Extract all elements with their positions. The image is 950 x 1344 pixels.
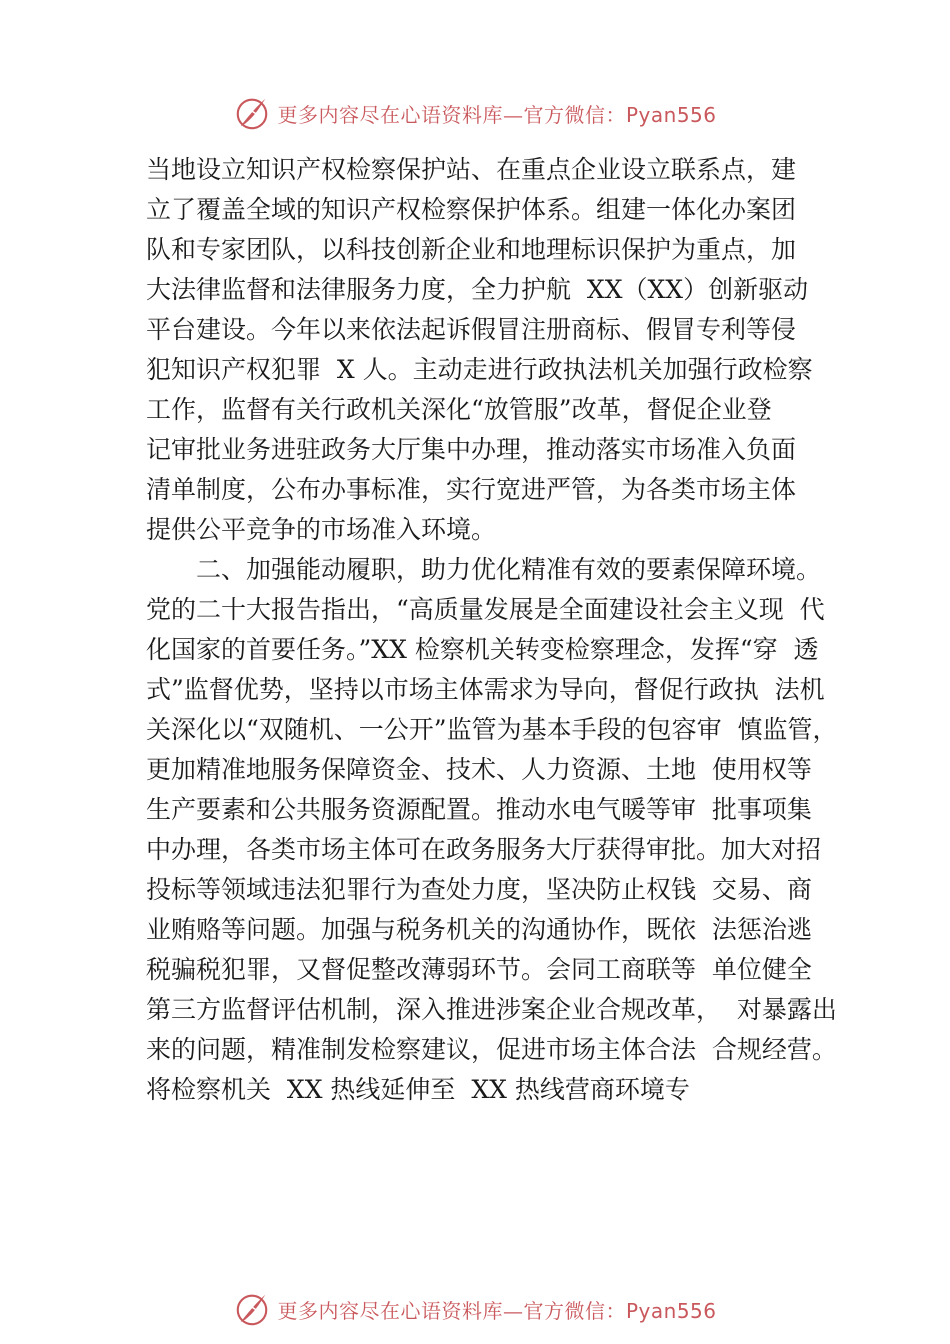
text-line: 第三方监督评估机制，深入推进涉案企业合规改革， 对暴露出 bbox=[146, 995, 837, 1024]
text-line: 记审批业务进驻政务大厅集中办理，推动落实市场准入负面 bbox=[146, 435, 797, 464]
text-line: 立了覆盖全域的知识产权检察保护体系。组建一体化办案团 bbox=[146, 195, 797, 224]
text-line: 税骗税犯罪，又督促整改薄弱环节。会同工商联等 单位健全 bbox=[146, 955, 812, 984]
text-line: 业贿赂等问题。加强与税务机关的沟通协作，既依 法惩治逃 bbox=[146, 915, 812, 944]
text-line: 党的二十大报告指出，“高质量发展是全面建设社会主义现 代 bbox=[146, 595, 825, 624]
text-line: 队和专家团队，以科技创新企业和地理标识保护为重点，加 bbox=[146, 235, 797, 264]
text-line: 清单制度，公布办事标准，实行宽进严管，为各类市场主体 bbox=[146, 475, 797, 504]
text-line: 平台建设。今年以来依法起诉假冒注册商标、假冒专利等侵 bbox=[146, 315, 797, 344]
text-line: 将检察机关 XX 热线延伸至 XX 热线营商环境专 bbox=[146, 1075, 690, 1104]
text-line: 中办理，各类市场主体可在政务服务大厅获得审批。加大对招 bbox=[146, 835, 822, 864]
text-line: 大法律监督和法律服务力度，全力护航 XX（XX）创新驱动 bbox=[146, 275, 809, 304]
footer-watermark bbox=[0, 1290, 950, 1328]
header-watermark bbox=[0, 94, 950, 132]
text-line: 当地设立知识产权检察保护站、在重点企业设立联系点，建 bbox=[146, 155, 797, 184]
watermark-text: 更多内容尽在心语资料库—官方微信：Pyan556 bbox=[277, 102, 717, 127]
text-line: 投标等领域违法犯罪行为查处力度，坚决防止权钱 交易、商 bbox=[146, 875, 812, 904]
text-line: 犯知识产权犯罪 X 人。主动走进行政执法机关加强行政检察 bbox=[146, 355, 813, 384]
text-line: 提供公平竞争的市场准入环境。 bbox=[146, 515, 497, 544]
text-line: 化国家的首要任务。”XX 检察机关转变检察理念，发挥“穿 透 bbox=[146, 635, 819, 664]
text-line: 式”监督优势，坚持以市场主体需求为导向，督促行政执 法机 bbox=[146, 675, 825, 704]
text-line: 工作，监督有关行政机关深化“放管服”改革，督促企业登 bbox=[146, 395, 772, 424]
text-line: 来的问题，精准制发检察建议，促进市场主体合法 合规经营。 bbox=[146, 1035, 837, 1064]
text-line: 更加精准地服务保障资金、技术、人力资源、土地 使用权等 bbox=[146, 755, 812, 784]
watermark-text: 更多内容尽在心语资料库—官方微信：Pyan556 bbox=[277, 1298, 717, 1323]
quill-logo-icon bbox=[233, 1290, 271, 1328]
section-heading: 二、加强能动履职，助力优化精准有效的要素保障环境。 bbox=[196, 555, 822, 584]
text-line: 关深化以“双随机、一公开”监管为基本手段的包容审 慎监管， bbox=[146, 715, 838, 744]
quill-logo-icon bbox=[233, 94, 271, 132]
text-line: 生产要素和公共服务资源配置。推动水电气暖等审 批事项集 bbox=[146, 795, 812, 824]
document-body bbox=[146, 150, 846, 1110]
